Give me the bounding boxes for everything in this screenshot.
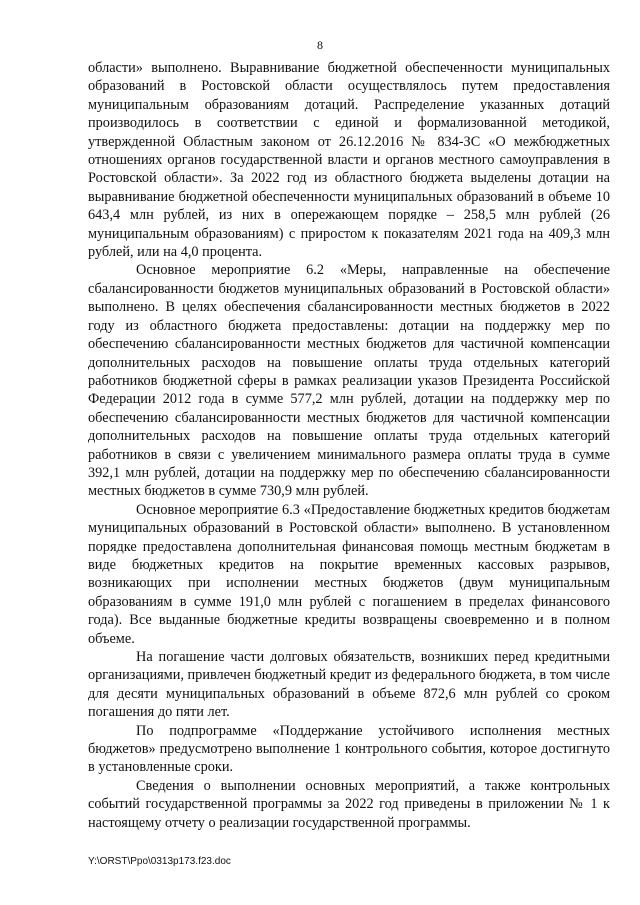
document-body — [88, 59, 610, 832]
file-path-footer: Y:\ORST\Ppo\0313p173.f23.doc — [88, 856, 231, 867]
page-number: 8 — [317, 38, 323, 52]
paragraph-2: Основное мероприятие 6.2 «Меры, направленные на обеспечение сбалансированности бюджетов муниципальных образований в Ростовской области» выполнено. В целях обеспечения сбалансированности местных бюджетов в 2022 году из областного бюджета предоставлены: дотации на поддержку мер по обеспечению сбалансированности местных бюджетов для частичной компенсации дополнительных расходов на повышение оплаты труда отдельных категорий работников бюджетной сферы в рамках реализации указов Президента Российской Федерации 2012 года в сумме 577,2 млн рублей, дотации на поддержку мер по обеспечению сбалансированности местных бюджетов для частичной компенсации дополнительных расходов на повышение оплаты труда отдельных категорий работников в связи с увеличением минимального размера оплаты труда в сумме 392,1 млн рублей, дотации на поддержку мер по обеспечению сбалансированности местных бюджетов в сумме 730,9 млн рублей. — [88, 262, 610, 500]
paragraph-3: Основное мероприятие 6.3 «Предоставление бюджетных кредитов бюджетам муниципальных образований в Ростовской области» выполнено. В установленном порядке предоставлена дополнительная финансовая помощь местным бюджетам в виде бюджетных кредитов на покрытие временных кассовых разрывов, возникающих при исполнении местных бюджетов (двум муниципальным образованиям в сумме 191,0 млн рублей с погашением в пределах финансового года). Все выданные бюджетные кредиты возвращены своевременно и в полном объеме. — [88, 501, 610, 647]
paragraph-5: По подпрограмме «Поддержание устойчивого исполнения местных бюджетов» предусмотрено выполнение 1 контрольного события, которое достигнуто в установленные сроки. — [88, 722, 610, 776]
paragraph-6: Сведения о выполнении основных мероприятий, а также контрольных событий государственной программы за 2022 год приведены в приложении № 1 к настоящему отчету о реализации государственной программы. — [88, 777, 610, 831]
paragraph-4: На погашение части долговых обязательств, возникших перед кредитными организациями, привлечен бюджетный кредит из федерального бюджета, в том числе для десяти муниципальных образований в объеме 872,6 млн рублей со сроком погашения до пяти лет. — [88, 649, 610, 721]
paragraph-1: области» выполнено. Выравнивание бюджетной обеспеченности муниципальных образований в Ростовской области осуществлялось путем предоставления муниципальным образованиям дотаций. Распределение указанных дотаций производилось в соответствии с единой и формализованной методикой, утвержденной Областным законом от 26.12.2016 № 834-ЗС «О межбюджетных отношениях органов государственной власти и органов местного самоуправления в Ростовской области». За 2022 год из областного бюджета выделены дотации на выравнивание бюджетной обеспеченности муниципальных образований в объеме 10 643,4 млн рублей, из них в опережающем порядке – 258,5 млн рублей (26 муниципальным образованиям) с приростом к показателям 2021 года на 409,3 млн рублей, или на 4,0 процента. — [88, 60, 610, 261]
